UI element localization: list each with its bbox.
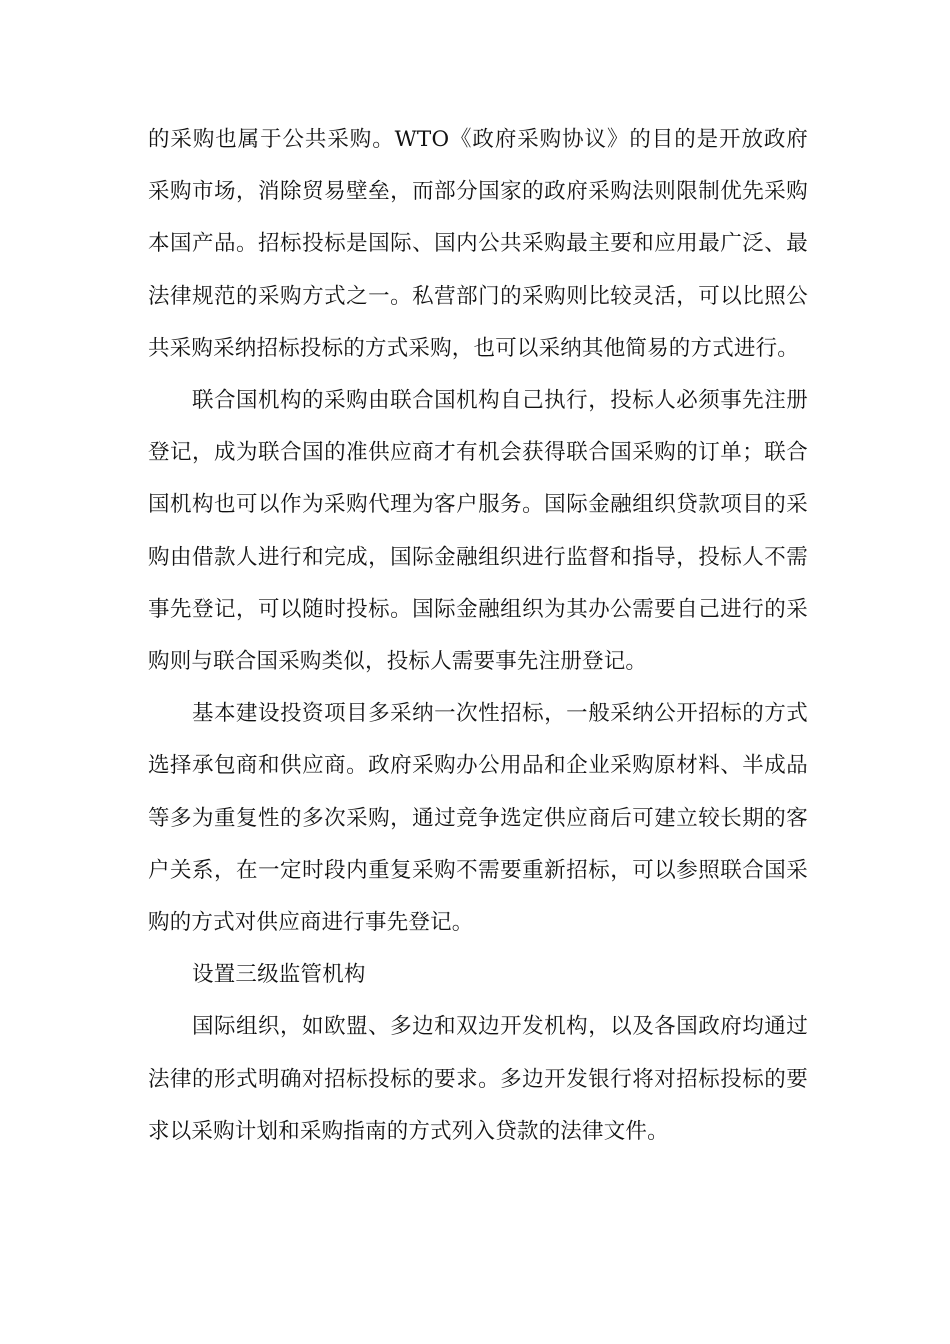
paragraph-4: 国际组织，如欧盟、多边和双边开发机构，以及各国政府均通过法律的形式明确对招标投标的要求。多边开发银行将对招标投标的要求以采购计划和采购指南的方式列入贷款的法律文件。 [148,1014,808,1144]
paragraph-2: 联合国机构的采购由联合国机构自己执行，投标人必须事先注册登记，成为联合国的准供应商才有机会获得联合国采购的订单；联合国机构也可以作为采购代理为客户服务。国际金融组织贷款项目的采购由借款人进行和完成，国际金融组织进行监督和指导，投标人不需事先登记，可以随时投标。国际金融组织为其办公需要自己进行的采购则与联合国采购类似，投标人需要事先注册登记。 [148,388,808,675]
paragraph-3: 基本建设投资项目多采纳一次性招标，一般采纳公开招标的方式选择承包商和供应商。政府采购办公用品和企业采购原材料、半成品等多为重复性的多次采购，通过竞争选定供应商后可建立较长期的客户关系，在一定时段内重复采购不需要重新招标，可以参照联合国采购的方式对供应商进行事先登记。 [148,701,808,936]
section-heading: 设置三级监管机构 [192,962,366,988]
document-body [148,114,808,1158]
paragraph-1: 的采购也属于公共采购。WTO《政府采购协议》的目的是开放政府采购市场，消除贸易壁垒，而部分国家的政府采购法则限制优先采购本国产品。招标投标是国际、国内公共采购最主要和应用最广泛、最法律规范的采购方式之一。私营部门的采购则比较灵活，可以比照公共采购采纳招标投标的方式采购，也可以采纳其他简易的方式进行。 [148,127,808,361]
